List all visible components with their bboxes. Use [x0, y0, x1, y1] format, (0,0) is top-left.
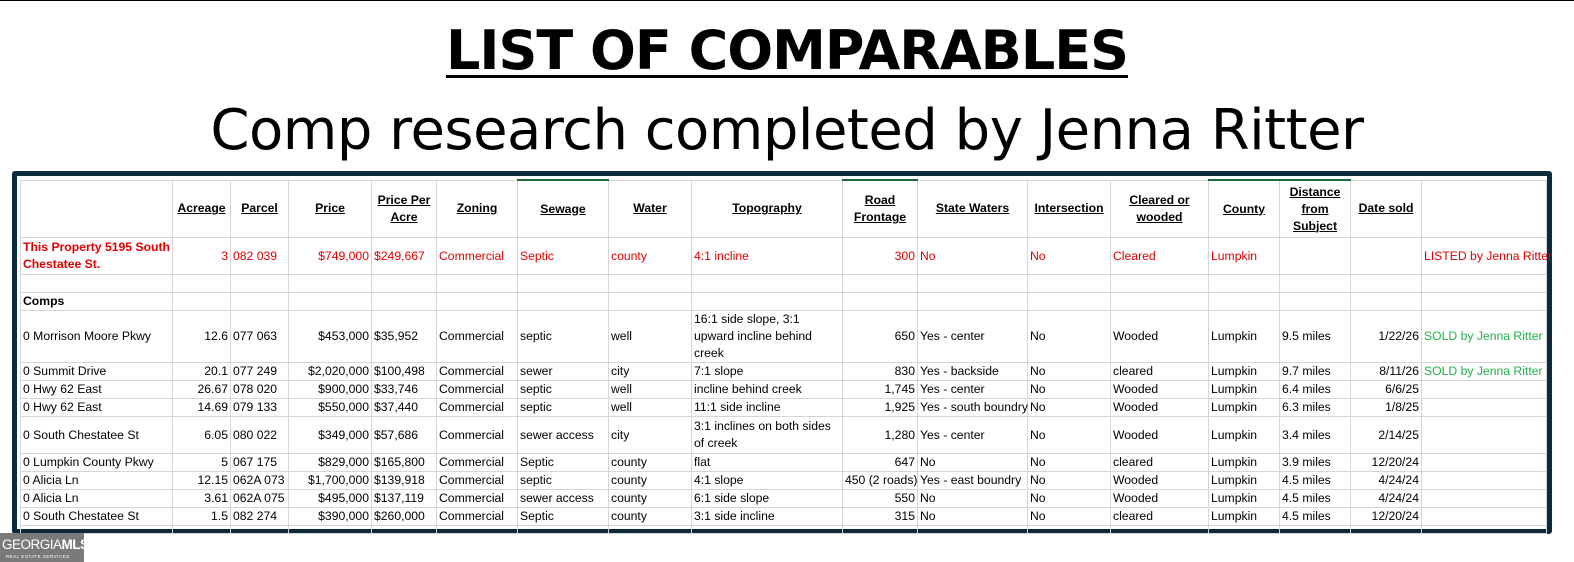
comp-sewage: septic	[518, 399, 609, 417]
comp-note	[1422, 490, 1547, 508]
comp-distance: 4.5 miles	[1280, 508, 1351, 526]
comp-note	[1422, 381, 1547, 399]
comp-intersection: No	[1028, 399, 1111, 417]
empty-cell	[918, 275, 1028, 293]
empty-cell	[1280, 293, 1351, 311]
comp-date-sold: 2/14/25	[1351, 417, 1422, 454]
comp-county: Lumpkin	[1209, 472, 1280, 490]
comp-price-per-acre: $57,686	[372, 417, 437, 454]
empty-cell	[437, 526, 518, 534]
comp-topography: incline behind creek	[692, 381, 843, 399]
header-acreage: Acreage	[173, 180, 231, 238]
comp-sewage: sewer access	[518, 490, 609, 508]
empty-cell	[1028, 526, 1111, 534]
comp-parcel: 077 249	[231, 363, 289, 381]
table-row	[21, 417, 1547, 454]
comp-cleared: cleared	[1111, 363, 1209, 381]
comp-acreage: 26.67	[173, 381, 231, 399]
empty-cell	[843, 526, 918, 534]
comp-price-per-acre: $33,746	[372, 381, 437, 399]
empty-cell	[1111, 293, 1209, 311]
empty-cell	[289, 275, 372, 293]
comp-note: SOLD by Jenna Ritter	[1422, 311, 1547, 363]
empty-cell	[231, 275, 289, 293]
empty-cell	[289, 526, 372, 534]
logo-wordmark	[2, 537, 89, 552]
comp-price: $550,000	[289, 399, 372, 417]
blank-row	[21, 275, 1547, 293]
subject-price-per-acre: $249,667	[372, 238, 437, 275]
empty-cell	[1422, 293, 1547, 311]
comp-note	[1422, 399, 1547, 417]
comp-acreage: 6.05	[173, 417, 231, 454]
comp-distance: 3.9 miles	[1280, 454, 1351, 472]
comp-price: $900,000	[289, 381, 372, 399]
comp-topography: 3:1 side incline	[692, 508, 843, 526]
comp-water: county	[609, 454, 692, 472]
comp-topography: 16:1 side slope, 3:1 upward incline behind creek	[692, 311, 843, 363]
comp-date-sold: 1/22/26	[1351, 311, 1422, 363]
comp-road-frontage: 1,925	[843, 399, 918, 417]
comp-parcel: 080 022	[231, 417, 289, 454]
comp-intersection: No	[1028, 472, 1111, 490]
table-row	[21, 472, 1547, 490]
comp-state-waters: No	[918, 508, 1028, 526]
empty-cell	[609, 526, 692, 534]
header-intersection: Intersection	[1028, 180, 1111, 238]
empty-cell	[372, 275, 437, 293]
comp-date-sold: 6/6/25	[1351, 381, 1422, 399]
comp-zoning: Commercial	[437, 490, 518, 508]
comp-distance: 9.7 miles	[1280, 363, 1351, 381]
comp-water: city	[609, 363, 692, 381]
empty-cell	[609, 293, 692, 311]
comp-distance: 4.5 miles	[1280, 490, 1351, 508]
empty-cell	[918, 526, 1028, 534]
comp-cleared: cleared	[1111, 454, 1209, 472]
comp-state-waters: Yes - center	[918, 381, 1028, 399]
table-row	[21, 381, 1547, 399]
comp-water: well	[609, 311, 692, 363]
header-water: Water	[609, 180, 692, 238]
empty-cell	[1209, 526, 1280, 534]
comp-road-frontage: 315	[843, 508, 918, 526]
empty-cell	[1028, 275, 1111, 293]
empty-cell	[1209, 293, 1280, 311]
header-cell	[21, 180, 173, 238]
empty-cell	[1422, 275, 1547, 293]
comp-acreage: 5	[173, 454, 231, 472]
comp-cleared: Wooded	[1111, 311, 1209, 363]
comp-name: 0 Summit Drive	[21, 363, 173, 381]
comp-sewage: septic	[518, 472, 609, 490]
header-zoning: Zoning	[437, 180, 518, 238]
header-parcel: Parcel	[231, 180, 289, 238]
comp-cleared: Wooded	[1111, 381, 1209, 399]
comp-price-per-acre: $35,952	[372, 311, 437, 363]
comp-note	[1422, 472, 1547, 490]
comp-note	[1422, 417, 1547, 454]
comp-county: Lumpkin	[1209, 417, 1280, 454]
comp-acreage: 3.61	[173, 490, 231, 508]
comp-distance: 4.5 miles	[1280, 472, 1351, 490]
comp-topography: 7:1 slope	[692, 363, 843, 381]
comp-sewage: Septic	[518, 454, 609, 472]
comp-price-per-acre: $165,800	[372, 454, 437, 472]
subject-county: Lumpkin	[1209, 238, 1280, 275]
header-cell	[1422, 180, 1547, 238]
comp-state-waters: Yes - center	[918, 417, 1028, 454]
page-title: LIST OF COMPARABLES	[445, 19, 1129, 82]
empty-cell	[289, 293, 372, 311]
subject-row	[21, 238, 1547, 275]
subject-note: LISTED by Jenna Ritter	[1422, 238, 1547, 275]
header-sewage: Sewage	[518, 180, 609, 238]
table-row	[21, 363, 1547, 381]
comp-price-per-acre: $139,918	[372, 472, 437, 490]
comp-parcel: 062A 075	[231, 490, 289, 508]
comp-acreage: 20.1	[173, 363, 231, 381]
table-row	[21, 454, 1547, 472]
comp-price-per-acre: $260,000	[372, 508, 437, 526]
empty-cell	[1111, 526, 1209, 534]
comp-date-sold: 4/24/24	[1351, 472, 1422, 490]
comp-zoning: Commercial	[437, 454, 518, 472]
table-row	[21, 490, 1547, 508]
table-row	[21, 311, 1547, 363]
table-body	[21, 180, 1553, 534]
comp-name: 0 Lumpkin County Pkwy	[21, 454, 173, 472]
comp-state-waters: Yes - east boundry	[918, 472, 1028, 490]
comp-date-sold: 8/11/26	[1351, 363, 1422, 381]
comp-date-sold: 12/20/24	[1351, 454, 1422, 472]
comp-water: county	[609, 490, 692, 508]
comp-road-frontage: 650	[843, 311, 918, 363]
comp-price-per-acre: $100,498	[372, 363, 437, 381]
comp-sewage: Septic	[518, 508, 609, 526]
comp-name: 0 Hwy 62 East	[21, 381, 173, 399]
comp-state-waters: No	[918, 490, 1028, 508]
empty-cell	[1422, 526, 1547, 534]
comp-price: $2,020,000	[289, 363, 372, 381]
comp-cleared: Wooded	[1111, 472, 1209, 490]
subject-parcel: 082 039	[231, 238, 289, 275]
comp-note: SOLD by Jenna Ritter	[1422, 363, 1547, 381]
comp-parcel: 062A 073	[231, 472, 289, 490]
empty-cell	[918, 293, 1028, 311]
comp-intersection: No	[1028, 454, 1111, 472]
comp-sewage: sewer	[518, 363, 609, 381]
empty-cell	[518, 526, 609, 534]
comp-road-frontage: 1,280	[843, 417, 918, 454]
comp-name: 0 Alicia Ln	[21, 490, 173, 508]
comp-price: $453,000	[289, 311, 372, 363]
empty-cell	[21, 275, 173, 293]
comp-zoning: Commercial	[437, 363, 518, 381]
header-price-per-acre: Price Per Acre	[372, 180, 437, 238]
empty-cell	[231, 526, 289, 534]
empty-cell	[437, 293, 518, 311]
comp-price: $829,000	[289, 454, 372, 472]
empty-cell	[1280, 275, 1351, 293]
subject-sewage: Septic	[518, 238, 609, 275]
comp-zoning: Commercial	[437, 472, 518, 490]
comp-distance: 6.4 miles	[1280, 381, 1351, 399]
comp-zoning: Commercial	[437, 417, 518, 454]
comp-parcel: 067 175	[231, 454, 289, 472]
comp-sewage: septic	[518, 381, 609, 399]
comp-topography: 6:1 side slope	[692, 490, 843, 508]
empty-cell	[692, 293, 843, 311]
comps-label-row	[21, 293, 1547, 311]
comp-sewage: septic	[518, 311, 609, 363]
subject-acreage: 3	[173, 238, 231, 275]
comp-zoning: Commercial	[437, 399, 518, 417]
comp-distance: 6.3 miles	[1280, 399, 1351, 417]
empty-cell	[518, 293, 609, 311]
comp-county: Lumpkin	[1209, 454, 1280, 472]
comp-road-frontage: 450 (2 roads)	[843, 472, 918, 490]
comp-intersection: No	[1028, 363, 1111, 381]
spreadsheet-frame	[12, 171, 1552, 534]
empty-cell	[1280, 526, 1351, 534]
empty-cell	[372, 526, 437, 534]
comp-name: 0 Alicia Ln	[21, 472, 173, 490]
comp-parcel: 079 133	[231, 399, 289, 417]
comp-cleared: cleared	[1111, 508, 1209, 526]
comp-price: $1,700,000	[289, 472, 372, 490]
subject-date-sold	[1351, 238, 1422, 275]
empty-cell	[372, 293, 437, 311]
comparables-table	[20, 179, 1553, 534]
subject-topography: 4:1 incline	[692, 238, 843, 275]
empty-cell	[173, 526, 231, 534]
comp-state-waters: Yes - south boundry	[918, 399, 1028, 417]
comp-road-frontage: 550	[843, 490, 918, 508]
comp-price: $390,000	[289, 508, 372, 526]
comp-price-per-acre: $137,119	[372, 490, 437, 508]
header-distance: Distance from Subject	[1280, 180, 1351, 238]
comp-topography: 4:1 slope	[692, 472, 843, 490]
subject-zoning: Commercial	[437, 238, 518, 275]
comp-note	[1422, 508, 1547, 526]
empty-cell	[692, 526, 843, 534]
comp-name: 0 South Chestatee St	[21, 417, 173, 454]
comp-water: county	[609, 508, 692, 526]
empty-cell	[609, 275, 692, 293]
comp-water: well	[609, 399, 692, 417]
logo-tagline: REAL ESTATE SERVICES	[6, 554, 70, 559]
comp-sewage: sewer access	[518, 417, 609, 454]
comp-price-per-acre: $37,440	[372, 399, 437, 417]
empty-cell	[843, 293, 918, 311]
comp-zoning: Commercial	[437, 508, 518, 526]
comp-state-waters: Yes - center	[918, 311, 1028, 363]
comp-cleared: Wooded	[1111, 399, 1209, 417]
comp-acreage: 1.5	[173, 508, 231, 526]
empty-cell	[173, 275, 231, 293]
comp-intersection: No	[1028, 311, 1111, 363]
comp-county: Lumpkin	[1209, 311, 1280, 363]
subject-name: This Property 5195 South Chestatee St.	[21, 238, 173, 275]
comp-road-frontage: 1,745	[843, 381, 918, 399]
blank-row	[21, 526, 1547, 534]
comp-distance: 3.4 miles	[1280, 417, 1351, 454]
comp-county: Lumpkin	[1209, 508, 1280, 526]
logo-word-georgia: GEORGIA	[2, 537, 62, 552]
empty-cell	[1351, 275, 1422, 293]
comp-price: $495,000	[289, 490, 372, 508]
header-state-waters: State Waters	[918, 180, 1028, 238]
comp-name: 0 South Chestatee St	[21, 508, 173, 526]
comp-state-waters: No	[918, 454, 1028, 472]
comp-intersection: No	[1028, 381, 1111, 399]
empty-cell	[1028, 293, 1111, 311]
comp-cleared: Wooded	[1111, 490, 1209, 508]
table-row	[21, 508, 1547, 526]
comp-cleared: Wooded	[1111, 417, 1209, 454]
comp-zoning: Commercial	[437, 381, 518, 399]
subject-intersection: No	[1028, 238, 1111, 275]
empty-cell	[231, 293, 289, 311]
comp-acreage: 12.15	[173, 472, 231, 490]
comp-acreage: 12.6	[173, 311, 231, 363]
comp-date-sold: 1/8/25	[1351, 399, 1422, 417]
comp-parcel: 082 274	[231, 508, 289, 526]
comp-county: Lumpkin	[1209, 363, 1280, 381]
page-subtitle: Comp research completed by Jenna Ritter	[210, 98, 1364, 163]
header-road-frontage: Road Frontage	[843, 180, 918, 238]
comp-water: well	[609, 381, 692, 399]
comp-county: Lumpkin	[1209, 399, 1280, 417]
empty-cell	[1351, 293, 1422, 311]
comp-note	[1422, 454, 1547, 472]
comp-topography: 11:1 side incline	[692, 399, 843, 417]
empty-cell	[437, 275, 518, 293]
comp-acreage: 14.69	[173, 399, 231, 417]
table-row	[21, 399, 1547, 417]
comp-date-sold: 12/20/24	[1351, 508, 1422, 526]
comp-intersection: No	[1028, 490, 1111, 508]
comp-parcel: 077 063	[231, 311, 289, 363]
comp-county: Lumpkin	[1209, 490, 1280, 508]
header-cleared-or-wooded: Cleared or wooded	[1111, 180, 1209, 238]
subject-cleared: Cleared	[1111, 238, 1209, 275]
empty-cell	[1111, 275, 1209, 293]
empty-cell	[518, 275, 609, 293]
georgia-mls-logo	[0, 533, 89, 562]
comp-zoning: Commercial	[437, 311, 518, 363]
comp-topography: 3:1 inclines on both sides of creek	[692, 417, 843, 454]
comp-road-frontage: 830	[843, 363, 918, 381]
comp-date-sold: 4/24/24	[1351, 490, 1422, 508]
subject-water: county	[609, 238, 692, 275]
header-topography: Topography	[692, 180, 843, 238]
comp-name: 0 Hwy 62 East	[21, 399, 173, 417]
empty-cell	[1351, 526, 1422, 534]
empty-cell	[843, 275, 918, 293]
comp-intersection: No	[1028, 417, 1111, 454]
comp-intersection: No	[1028, 508, 1111, 526]
comp-state-waters: Yes - backside	[918, 363, 1028, 381]
comp-county: Lumpkin	[1209, 381, 1280, 399]
comp-name: 0 Morrison Moore Pkwy	[21, 311, 173, 363]
header-price: Price	[289, 180, 372, 238]
comp-parcel: 078 020	[231, 381, 289, 399]
empty-cell	[692, 275, 843, 293]
comps-label: Comps	[21, 293, 173, 311]
subject-road-frontage: 300	[843, 238, 918, 275]
subject-state-waters: No	[918, 238, 1028, 275]
top-rule	[0, 0, 1574, 1]
comp-water: city	[609, 417, 692, 454]
comp-distance: 9.5 miles	[1280, 311, 1351, 363]
subject-price: $749,000	[289, 238, 372, 275]
comp-topography: flat	[692, 454, 843, 472]
logo-word-mls: MLS	[61, 537, 89, 552]
subject-distance	[1280, 238, 1351, 275]
header-date-sold: Date sold	[1351, 180, 1422, 238]
comp-water: county	[609, 472, 692, 490]
header-county: County	[1209, 180, 1280, 238]
empty-cell	[1209, 275, 1280, 293]
comp-price: $349,000	[289, 417, 372, 454]
header-row	[21, 180, 1547, 238]
empty-cell	[173, 293, 231, 311]
comp-road-frontage: 647	[843, 454, 918, 472]
